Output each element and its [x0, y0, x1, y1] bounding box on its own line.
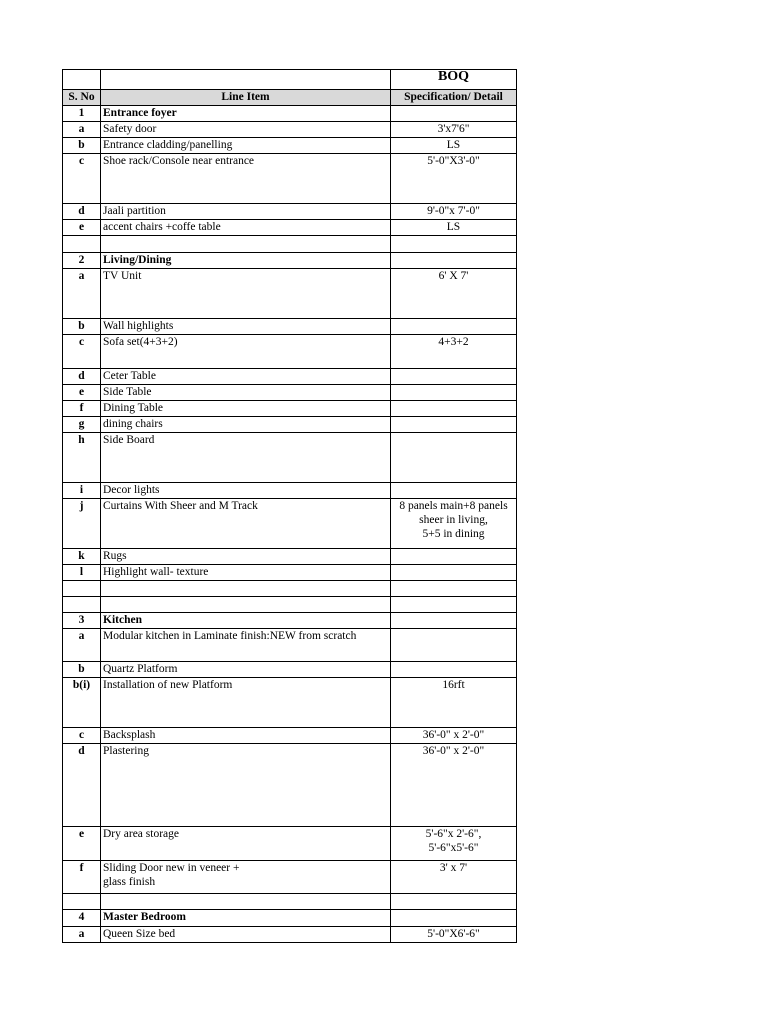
sno-cell: 1: [63, 106, 101, 122]
line-item-cell: Side Board: [101, 433, 391, 483]
table-row: [63, 483, 517, 499]
table-row: [63, 369, 517, 385]
spec-cell: [391, 549, 517, 565]
table-row: [63, 861, 517, 894]
table-row: [63, 581, 517, 597]
sno-cell: [63, 597, 101, 613]
line-item-cell: Modular kitchen in Laminate finish:NEW from scratch: [101, 629, 391, 662]
spec-cell: [391, 613, 517, 629]
line-item-cell: Sliding Door new in veneer + glass finish: [101, 861, 391, 894]
sno-cell: a: [63, 122, 101, 138]
spec-cell: [391, 106, 517, 122]
spec-cell: [391, 253, 517, 269]
sno-cell: f: [63, 401, 101, 417]
spec-cell: [391, 483, 517, 499]
sno-cell: i: [63, 483, 101, 499]
table-row: [63, 894, 517, 910]
table-row: [63, 385, 517, 401]
line-item-cell: Safety door: [101, 122, 391, 138]
spec-cell: [391, 629, 517, 662]
sno-cell: 2: [63, 253, 101, 269]
line-item-cell: Entrance foyer: [101, 106, 391, 122]
sno-cell: b: [63, 662, 101, 678]
spec-cell: 3'x7'6": [391, 122, 517, 138]
sno-cell: [63, 236, 101, 253]
header-row: [63, 90, 517, 106]
line-item-cell: Entrance cladding/panelling: [101, 138, 391, 154]
line-item-cell: Jaali partition: [101, 204, 391, 220]
line-item-cell: Shoe rack/Console near entrance: [101, 154, 391, 204]
line-item-cell: [101, 597, 391, 613]
line-item-cell: dining chairs: [101, 417, 391, 433]
title-blank-cell: [63, 70, 101, 90]
spec-cell: 5'-0"X3'-0": [391, 154, 517, 204]
line-item-cell: Rugs: [101, 549, 391, 565]
line-item-cell: Kitchen: [101, 613, 391, 629]
table-row: [63, 927, 517, 943]
spec-cell: [391, 369, 517, 385]
title-blank-cell: [101, 70, 391, 90]
spec-cell: [391, 433, 517, 483]
table-row: [63, 827, 517, 861]
line-item-cell: Highlight wall- texture: [101, 565, 391, 581]
table-row: [63, 122, 517, 138]
table-row: [63, 417, 517, 433]
header-specification: Specification/ Detail: [391, 90, 517, 106]
line-item-cell: [101, 581, 391, 597]
sno-cell: l: [63, 565, 101, 581]
sno-cell: e: [63, 220, 101, 236]
spec-cell: [391, 597, 517, 613]
sno-cell: k: [63, 549, 101, 565]
table-row: [63, 728, 517, 744]
spec-cell: LS: [391, 138, 517, 154]
table-row: [63, 433, 517, 483]
sno-cell: c: [63, 728, 101, 744]
sno-cell: c: [63, 335, 101, 369]
sno-cell: 4: [63, 910, 101, 927]
table-row: [63, 138, 517, 154]
table-row: [63, 744, 517, 827]
boq-table-body: [63, 70, 517, 943]
boq-title: BOQ: [391, 70, 517, 90]
sno-cell: c: [63, 154, 101, 204]
sno-cell: b(i): [63, 678, 101, 728]
sno-cell: a: [63, 927, 101, 943]
sno-cell: e: [63, 827, 101, 861]
table-row: [63, 597, 517, 613]
sno-cell: [63, 581, 101, 597]
spec-cell: [391, 417, 517, 433]
spec-cell: 3' x 7': [391, 861, 517, 894]
sno-cell: [63, 894, 101, 910]
spec-cell: [391, 319, 517, 335]
table-row: [63, 236, 517, 253]
sno-cell: e: [63, 385, 101, 401]
table-row: [63, 335, 517, 369]
spec-cell: 9'-0"x 7'-0": [391, 204, 517, 220]
line-item-cell: Queen Size bed: [101, 927, 391, 943]
spec-cell: [391, 401, 517, 417]
table-row: [63, 678, 517, 728]
spec-cell: 36'-0" x 2'-0": [391, 744, 517, 827]
spec-cell: [391, 236, 517, 253]
table-row: [63, 154, 517, 204]
line-item-cell: [101, 236, 391, 253]
line-item-cell: Living/Dining: [101, 253, 391, 269]
sno-cell: g: [63, 417, 101, 433]
spec-cell: 8 panels main+8 panels sheer in living, 5+5 in dining: [391, 499, 517, 549]
spec-cell: [391, 385, 517, 401]
boq-title-row: [63, 70, 517, 90]
sno-cell: d: [63, 204, 101, 220]
section-row: [63, 613, 517, 629]
spec-cell: 4+3+2: [391, 335, 517, 369]
line-item-cell: Decor lights: [101, 483, 391, 499]
boq-table: [62, 69, 517, 943]
table-row: [63, 565, 517, 581]
spec-cell: 5'-0"X6'-6": [391, 927, 517, 943]
header-sno: S. No: [63, 90, 101, 106]
sno-cell: b: [63, 319, 101, 335]
line-item-cell: Sofa set(4+3+2): [101, 335, 391, 369]
sno-cell: h: [63, 433, 101, 483]
sno-cell: f: [63, 861, 101, 894]
line-item-cell: Side Table: [101, 385, 391, 401]
spec-cell: LS: [391, 220, 517, 236]
line-item-cell: Curtains With Sheer and M Track: [101, 499, 391, 549]
line-item-cell: Installation of new Platform: [101, 678, 391, 728]
sno-cell: b: [63, 138, 101, 154]
table-row: [63, 629, 517, 662]
table-row: [63, 401, 517, 417]
spec-cell: 36'-0" x 2'-0": [391, 728, 517, 744]
line-item-cell: Quartz Platform: [101, 662, 391, 678]
spec-cell: [391, 581, 517, 597]
table-row: [63, 220, 517, 236]
line-item-cell: Ceter Table: [101, 369, 391, 385]
sno-cell: a: [63, 629, 101, 662]
spec-cell: 6' X 7': [391, 269, 517, 319]
section-row: [63, 253, 517, 269]
line-item-cell: Wall highlights: [101, 319, 391, 335]
line-item-cell: Dry area storage: [101, 827, 391, 861]
table-row: [63, 204, 517, 220]
sno-cell: a: [63, 269, 101, 319]
table-row: [63, 499, 517, 549]
sno-cell: d: [63, 744, 101, 827]
line-item-cell: [101, 894, 391, 910]
table-row: [63, 319, 517, 335]
spec-cell: [391, 565, 517, 581]
spec-cell: 5'-6"x 2'-6", 5'-6"x5'-6": [391, 827, 517, 861]
section-row: [63, 910, 517, 927]
line-item-cell: Master Bedroom: [101, 910, 391, 927]
line-item-cell: Backsplash: [101, 728, 391, 744]
sno-cell: j: [63, 499, 101, 549]
line-item-cell: Plastering: [101, 744, 391, 827]
spec-cell: [391, 894, 517, 910]
table-row: [63, 269, 517, 319]
sno-cell: d: [63, 369, 101, 385]
line-item-cell: Dining Table: [101, 401, 391, 417]
sno-cell: 3: [63, 613, 101, 629]
spec-cell: [391, 662, 517, 678]
section-row: [63, 106, 517, 122]
spec-cell: [391, 910, 517, 927]
line-item-cell: TV Unit: [101, 269, 391, 319]
header-line-item: Line Item: [101, 90, 391, 106]
spec-cell: 16rft: [391, 678, 517, 728]
line-item-cell: accent chairs +coffe table: [101, 220, 391, 236]
table-row: [63, 549, 517, 565]
table-row: [63, 662, 517, 678]
